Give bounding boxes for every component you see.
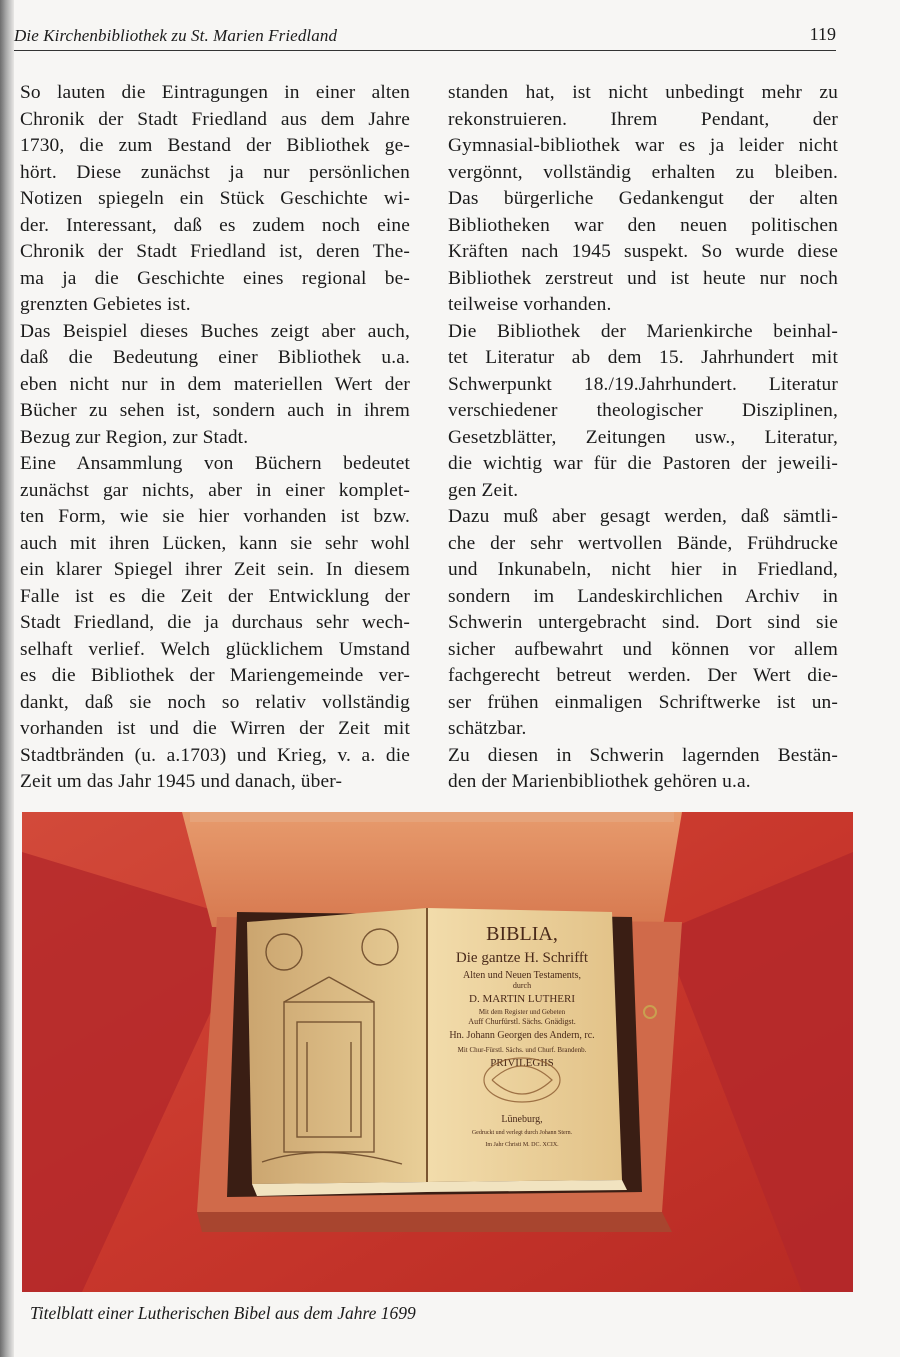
text-line: Zeit um das Jahr 1945 und danach, über- bbox=[20, 771, 343, 792]
running-header bbox=[14, 22, 836, 51]
photo-caption: Titelblatt einer Lutherischen Bibel aus dem Jahre 1699 bbox=[30, 1303, 416, 1323]
text-line: Notizen spiegeln ein Stück Geschichte wi- bbox=[20, 188, 410, 209]
bible-title-text: durch bbox=[512, 981, 532, 990]
bible-title-text: Gedruckt und verlegt durch Johann Stern. bbox=[471, 1130, 573, 1136]
bible-title-text: D. MARTIN LUTHERI bbox=[469, 993, 575, 1005]
text-line: gen Zeit. bbox=[448, 479, 519, 501]
text-line: ser frühen einmaligen Schriftwerke ist un- bbox=[448, 691, 838, 713]
text-line: Kräften nach 1945 suspekt. So wurde diese bbox=[448, 241, 838, 262]
text-line: Schwerin untergebracht sind. Dort sind sie bbox=[448, 612, 838, 633]
text-line: che der sehr wertvollen Bände, Frühdrucke bbox=[448, 532, 838, 554]
text-line: Bezug zur Region, zur Stadt. bbox=[20, 426, 249, 448]
text-line: Eine Ansammlung von Büchern bedeutet bbox=[20, 453, 410, 474]
text-line: Die Bibliothek der Marienkirche beinhal- bbox=[448, 320, 838, 342]
bible-title-text: Auff Churfürstl. Sächs. Gnädigst. bbox=[468, 1017, 576, 1026]
text-line: hört. Diese zunächst ja nur persönlichen bbox=[20, 161, 410, 183]
text-line: vergönnt, vollständig erhalten zu bleiben. bbox=[448, 161, 838, 183]
text-line: teilweise vorhanden. bbox=[448, 294, 612, 315]
bible-title-text: Hn. Johann Georgen des Andern, rc. bbox=[449, 1030, 595, 1041]
text-line: sicher aufbewahrt und können vor allem bbox=[448, 638, 838, 660]
text-line: Bibliothek zerstreut und ist heute nur noch bbox=[448, 267, 838, 289]
page-number: 119 bbox=[809, 24, 836, 44]
text-line: Zu diesen in Schwerin lagernden Bestän- bbox=[448, 744, 838, 766]
bible-title-text: Lüneburg, bbox=[501, 1114, 543, 1125]
bible-title-text: Mit Chur-Fürstl. Sächs. und Churf. Brandenb. bbox=[457, 1046, 587, 1054]
text-line: eben nicht nur in dem materiellen Wert der bbox=[20, 373, 410, 395]
text-line: 1730, die zum Bestand der Bibliothek ge- bbox=[20, 135, 410, 156]
bible-title-text: Im Jahr Christi M. DC. XCIX. bbox=[485, 1142, 559, 1148]
text-line: dankt, daß sie noch so relativ vollständig bbox=[20, 691, 410, 713]
text-line: Chronik der Stadt Friedland aus dem Jahre bbox=[20, 108, 410, 130]
text-line: ma ja die Geschichte eines regional be- bbox=[20, 267, 410, 289]
text-line: zunächst gar nichts, aber in einer komplet- bbox=[20, 479, 410, 501]
text-line: Gymnasial-bibliothek war es ja leider nicht bbox=[448, 135, 838, 156]
text-line: Bibliotheken war den neuen politischen bbox=[448, 214, 838, 236]
text-line: Stadtbränden (u. a.1703) und Krieg, v. a. die bbox=[20, 744, 410, 766]
bible-title-text: Die gantze H. Schrifft bbox=[455, 950, 589, 966]
text-line: Das Beispiel dieses Buches zeigt aber auch, bbox=[20, 320, 410, 342]
text-line: ein klarer Spiegel ihrer Zeit sein. In diesem bbox=[20, 559, 410, 580]
text-line: standen hat, ist nicht unbedingt mehr zu bbox=[448, 82, 838, 103]
text-line: So lauten die Eintragungen in einer alten bbox=[20, 82, 410, 103]
text-line: verschiedener theologischer Disziplinen, bbox=[448, 400, 838, 421]
text-line: Dazu muß aber gesagt werden, daß sämtli- bbox=[448, 506, 838, 527]
bible-title-text: PRIVILEGIIS bbox=[490, 1057, 554, 1069]
text-line: Chronik der Stadt Friedland ist, deren The- bbox=[20, 241, 410, 262]
bible-title-text: Mit dem Register und Gebeten bbox=[478, 1008, 566, 1016]
text-line: der. Interessant, daß es zudem noch eine bbox=[20, 214, 410, 236]
text-line: Gesetzblätter, Zeitungen usw., Literatur, bbox=[448, 426, 838, 448]
text-line: und Inkunabeln, nicht hier in Friedland, bbox=[448, 559, 838, 580]
text-column-right bbox=[448, 80, 838, 796]
text-line: Schwerpunkt 18./19.Jahrhundert. Literatur bbox=[448, 373, 838, 395]
text-column-left bbox=[20, 80, 410, 796]
text-line: ten Form, wie sie hier vorhanden ist bzw. bbox=[20, 506, 410, 527]
text-line: den der Marienbibliothek gehören u.a. bbox=[448, 771, 751, 792]
page-binding-shadow bbox=[0, 0, 14, 1357]
text-line: rekonstruieren. Ihrem Pendant, der bbox=[448, 108, 838, 130]
bible-title-text: Alten und Neuen Testaments, bbox=[463, 970, 581, 981]
text-line: selhaft verlief. Welch glücklichem Umstand bbox=[20, 638, 410, 660]
text-line: fachgerecht betreut werden. Der Wert die- bbox=[448, 665, 838, 686]
running-header-title: Die Kirchenbibliothek zu St. Marien Friedland bbox=[14, 26, 338, 45]
text-line: Stadt Friedland, die ja durchaus sehr wech- bbox=[20, 612, 410, 633]
bible-photo-illustration bbox=[22, 812, 853, 1292]
text-line: auch mit ihren Lücken, kann sie sehr wohl bbox=[20, 532, 410, 554]
text-line: vorhanden ist und die Wirren der Zeit mit bbox=[20, 718, 410, 739]
text-line: grenzten Gebietes ist. bbox=[20, 294, 191, 315]
bible-photograph bbox=[22, 812, 853, 1292]
text-line: Das bürgerliche Gedankengut der alten bbox=[448, 188, 838, 209]
text-line: Falle ist es die Zeit der Entwicklung der bbox=[20, 585, 410, 607]
bible-title-text: BIBLIA, bbox=[486, 923, 558, 945]
text-line: Bücher zu sehen ist, sondern auch in ihrem bbox=[20, 400, 410, 421]
text-line: sondern im Landeskirchlichen Archiv in bbox=[448, 585, 838, 607]
text-line: tet Literatur ab dem 15. Jahrhundert mit bbox=[448, 347, 838, 368]
text-line: daß die Bedeutung einer Bibliothek u.a. bbox=[20, 347, 410, 368]
text-line: schätzbar. bbox=[448, 718, 527, 739]
text-line: es die Bibliothek der Mariengemeinde ver- bbox=[20, 665, 410, 686]
text-line: die wichtig war für die Pastoren der jeweili- bbox=[448, 453, 838, 474]
